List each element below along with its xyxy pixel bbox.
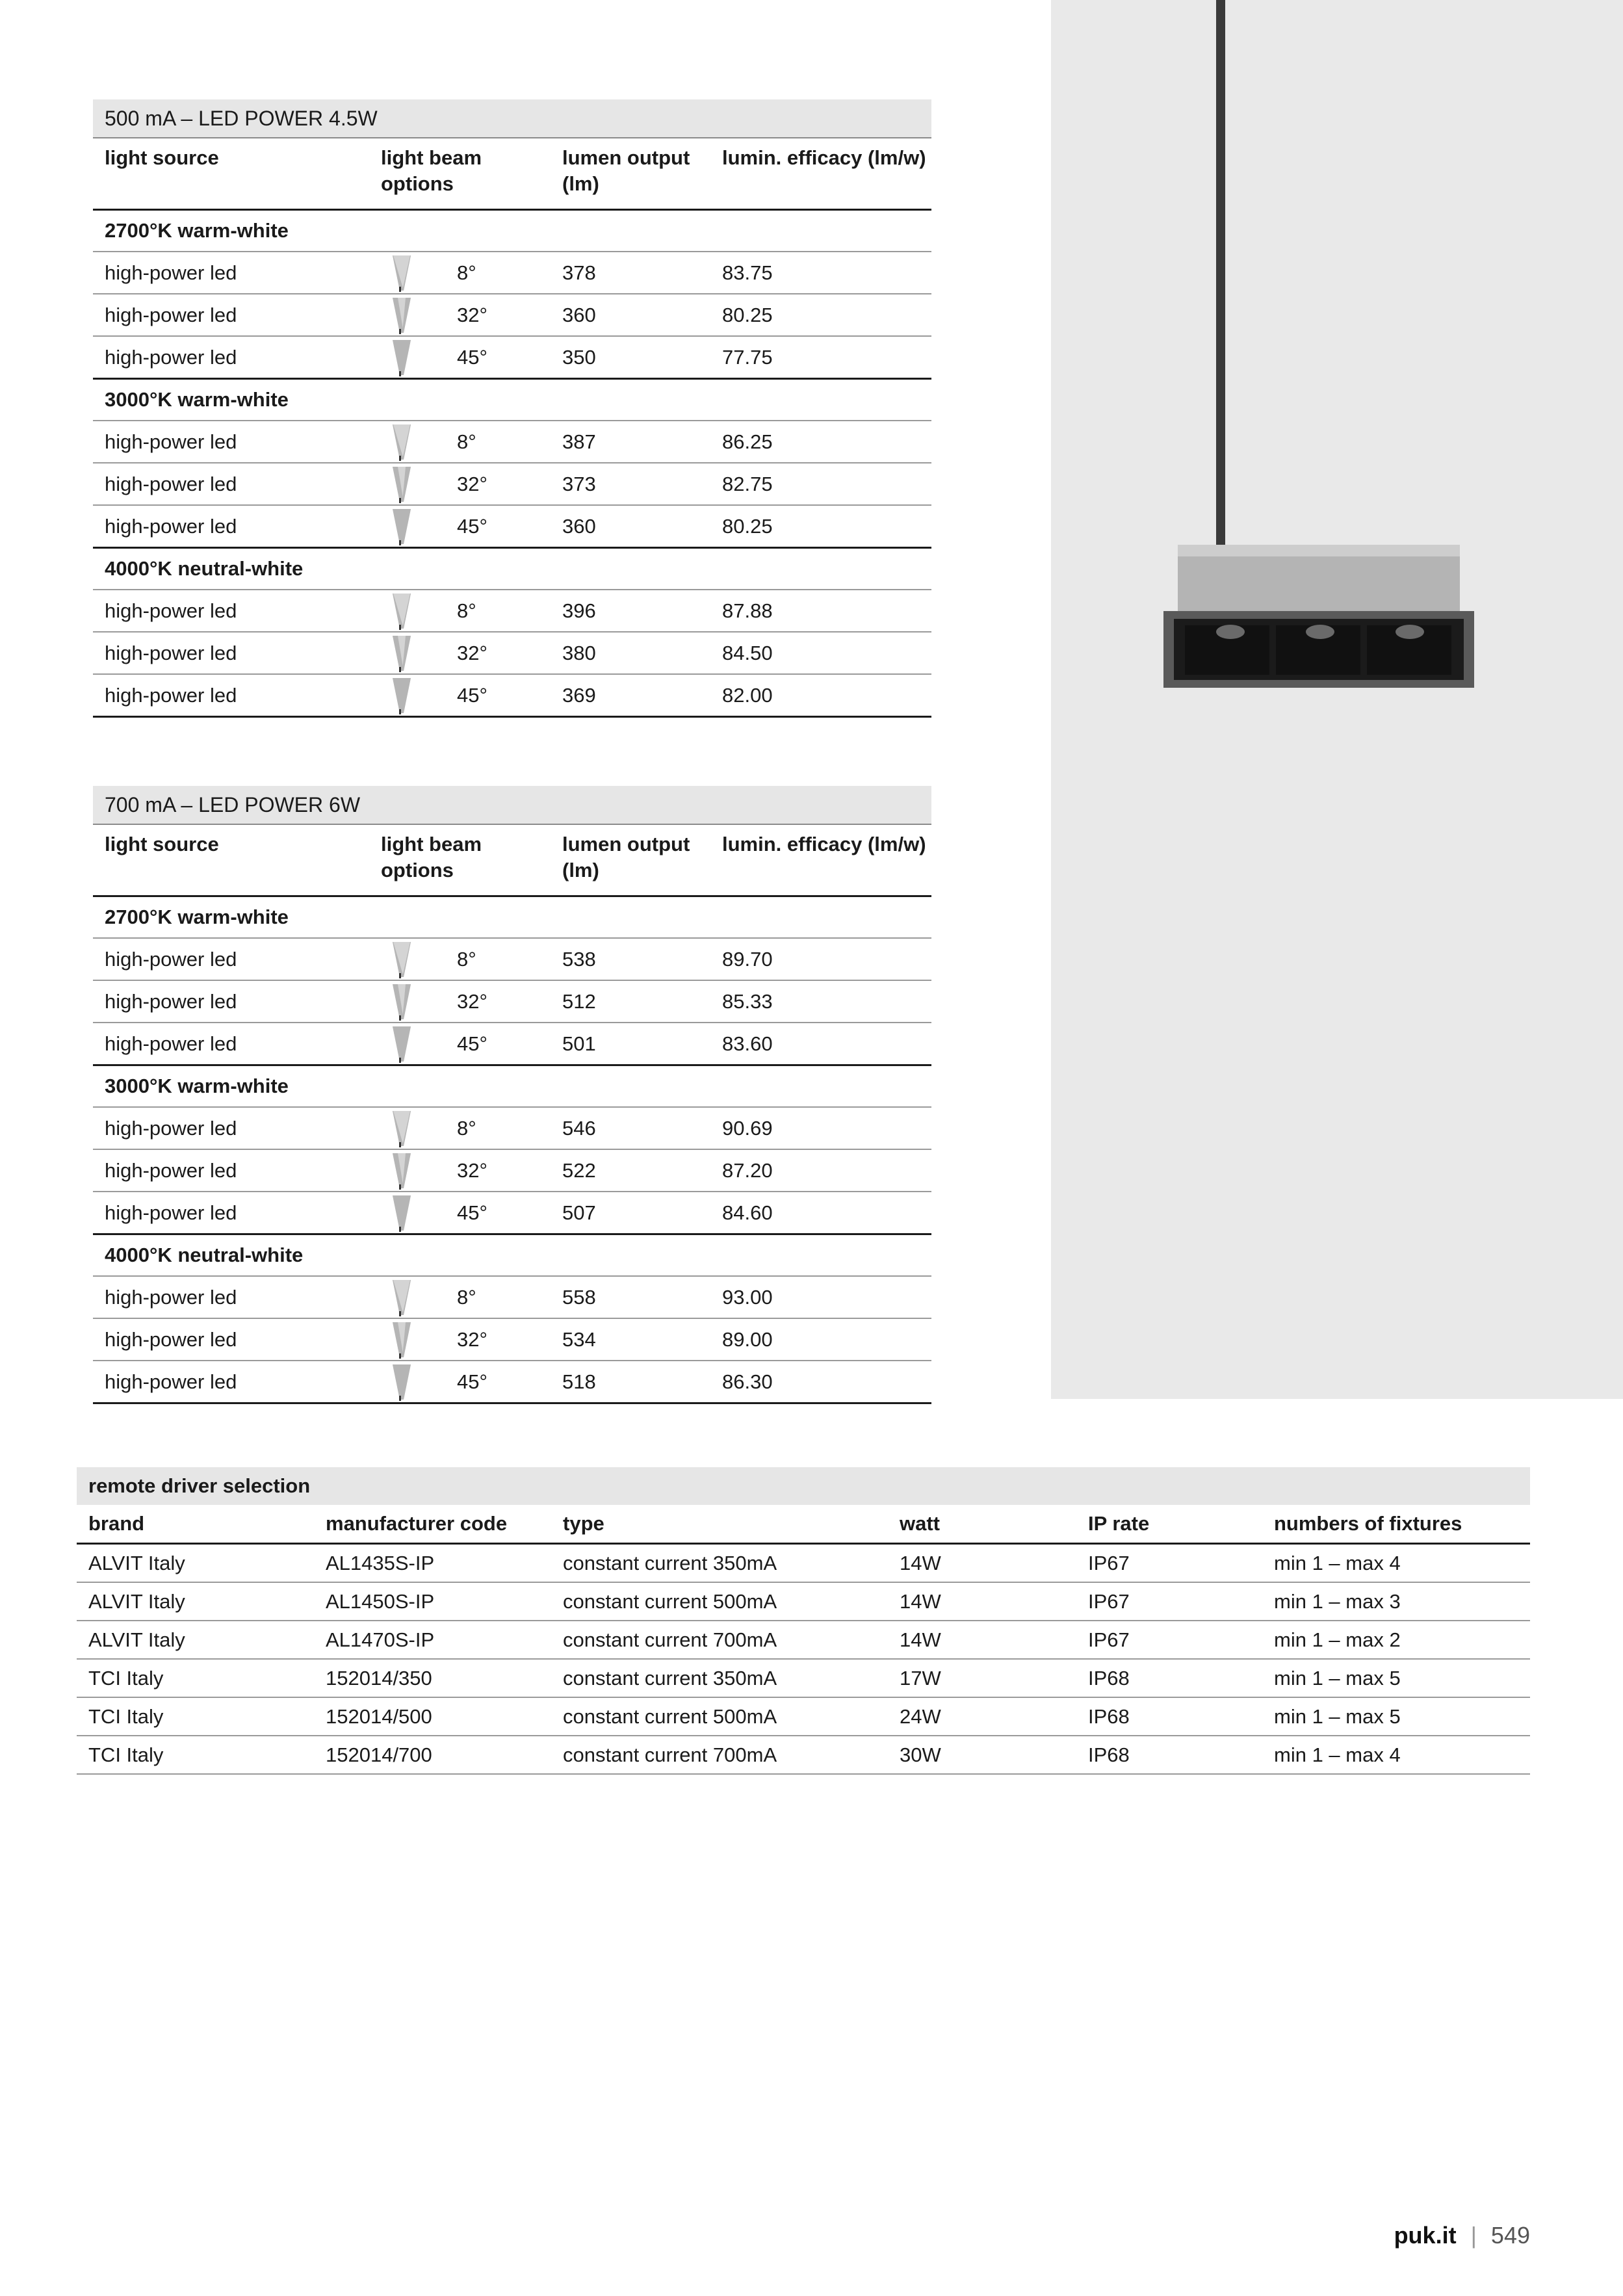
light-source-cell: high-power led — [93, 294, 369, 336]
driver-cell: IP68 — [1076, 1697, 1262, 1736]
beam-angle-icon — [382, 941, 421, 978]
beam-option-cell — [369, 1318, 551, 1361]
driver-cell: 24W — [888, 1697, 1076, 1736]
remote-driver-table — [77, 1467, 1530, 1775]
light-source-cell: high-power led — [93, 421, 369, 463]
light-source-cell: high-power led — [93, 1318, 369, 1361]
table-row — [93, 421, 931, 463]
beam-option-cell — [369, 1023, 551, 1065]
beam-angle-value: 32° — [457, 641, 487, 664]
lumen-output-cell: 369 — [551, 674, 710, 717]
driver-cell: constant current 500mA — [551, 1582, 888, 1621]
table-row — [77, 1621, 1530, 1659]
driver-cell: TCI Italy — [77, 1697, 314, 1736]
driver-cell: AL1470S-IP — [314, 1621, 551, 1659]
beam-angle-icon — [382, 1321, 421, 1359]
lumen-output-cell: 501 — [551, 1023, 710, 1065]
efficacy-cell: 90.69 — [710, 1107, 931, 1149]
driver-cell: min 1 – max 3 — [1262, 1582, 1530, 1621]
driver-cell: IP67 — [1076, 1621, 1262, 1659]
beam-angle-icon — [382, 1025, 421, 1063]
column-header: manufacturer code — [314, 1505, 551, 1544]
light-source-cell: high-power led — [93, 463, 369, 505]
table-row — [93, 336, 931, 379]
beam-option-cell — [369, 421, 551, 463]
beam-angle-value: 45° — [457, 514, 487, 538]
driver-cell: 17W — [888, 1659, 1076, 1697]
light-source-cell: high-power led — [93, 1149, 369, 1192]
column-header: lumin. efficacy (lm/w) — [710, 138, 931, 210]
efficacy-cell: 83.60 — [710, 1023, 931, 1065]
beam-angle-icon — [382, 1110, 421, 1147]
efficacy-cell: 85.33 — [710, 980, 931, 1023]
beam-angle-value: 8° — [457, 599, 476, 622]
table-row — [93, 1023, 931, 1065]
site-link[interactable]: puk.it — [1394, 2222, 1457, 2249]
beam-option-cell — [369, 463, 551, 505]
lumen-output-cell: 518 — [551, 1361, 710, 1403]
efficacy-cell: 89.00 — [710, 1318, 931, 1361]
driver-cell: constant current 350mA — [551, 1659, 888, 1697]
color-temperature-group: 3000°K warm-white — [93, 1065, 931, 1108]
beam-angle-icon — [382, 465, 421, 503]
light-source-cell: high-power led — [93, 1361, 369, 1403]
beam-angle-icon — [382, 983, 421, 1021]
light-source-cell: high-power led — [93, 1276, 369, 1318]
led-lens — [1306, 625, 1334, 639]
efficacy-cell: 77.75 — [710, 336, 931, 379]
beam-option-cell — [369, 336, 551, 379]
efficacy-cell: 86.25 — [710, 421, 931, 463]
driver-cell: IP68 — [1076, 1659, 1262, 1697]
table-row — [77, 1582, 1530, 1621]
led-lens — [1216, 625, 1245, 639]
beam-option-cell — [369, 1361, 551, 1403]
efficacy-cell: 89.70 — [710, 938, 931, 980]
beam-option-cell — [369, 938, 551, 980]
spec-table-500ma — [93, 99, 931, 718]
efficacy-cell: 93.00 — [710, 1276, 931, 1318]
efficacy-cell: 84.50 — [710, 632, 931, 674]
driver-cell: min 1 – max 5 — [1262, 1659, 1530, 1697]
recessed-spotlight-image — [1051, 0, 1623, 1399]
driver-cell: ALVIT Italy — [77, 1544, 314, 1583]
driver-cell: IP68 — [1076, 1736, 1262, 1774]
beam-angle-value: 45° — [457, 683, 487, 707]
efficacy-cell: 87.88 — [710, 590, 931, 632]
driver-cell: ALVIT Italy — [77, 1582, 314, 1621]
efficacy-cell: 82.75 — [710, 463, 931, 505]
beam-option-cell — [369, 294, 551, 336]
table-row — [93, 1318, 931, 1361]
beam-angle-value: 45° — [457, 1370, 487, 1393]
driver-cell: min 1 – max 4 — [1262, 1736, 1530, 1774]
beam-angle-value: 32° — [457, 989, 487, 1013]
lumen-output-cell: 380 — [551, 632, 710, 674]
beam-option-cell — [369, 1192, 551, 1234]
beam-option-cell — [369, 252, 551, 294]
beam-angle-icon — [382, 677, 421, 714]
driver-cell: 14W — [888, 1544, 1076, 1583]
led-lens — [1396, 625, 1424, 639]
driver-cell: 152014/700 — [314, 1736, 551, 1774]
color-temperature-group: 4000°K neutral-white — [93, 548, 931, 590]
driver-cell: IP67 — [1076, 1544, 1262, 1583]
light-source-cell: high-power led — [93, 674, 369, 717]
lumen-output-cell: 558 — [551, 1276, 710, 1318]
light-source-cell: high-power led — [93, 505, 369, 548]
light-source-cell: high-power led — [93, 1192, 369, 1234]
driver-cell: min 1 – max 2 — [1262, 1621, 1530, 1659]
lumen-output-cell: 534 — [551, 1318, 710, 1361]
beam-option-cell — [369, 674, 551, 717]
column-header: light beam options — [369, 824, 551, 896]
beam-angle-icon — [382, 1194, 421, 1232]
lumen-output-cell: 378 — [551, 252, 710, 294]
light-source-cell: high-power led — [93, 1023, 369, 1065]
column-header: light beam options — [369, 138, 551, 210]
table-row — [93, 1276, 931, 1318]
driver-cell: min 1 – max 4 — [1262, 1544, 1530, 1583]
driver-cell: 30W — [888, 1736, 1076, 1774]
table-row — [93, 252, 931, 294]
efficacy-cell: 86.30 — [710, 1361, 931, 1403]
lumen-output-cell: 507 — [551, 1192, 710, 1234]
lumen-output-cell: 546 — [551, 1107, 710, 1149]
beam-angle-value: 32° — [457, 472, 487, 495]
driver-cell: constant current 500mA — [551, 1697, 888, 1736]
beam-angle-value: 32° — [457, 1158, 487, 1182]
efficacy-cell: 80.25 — [710, 294, 931, 336]
suspension-rod — [1216, 0, 1225, 551]
beam-angle-icon — [382, 592, 421, 630]
table-row — [93, 1192, 931, 1234]
efficacy-cell: 84.60 — [710, 1192, 931, 1234]
column-header: watt — [888, 1505, 1076, 1544]
beam-angle-icon — [382, 508, 421, 545]
footer-separator: | — [1470, 2222, 1477, 2249]
light-source-cell: high-power led — [93, 252, 369, 294]
light-source-cell: high-power led — [93, 336, 369, 379]
light-source-cell: high-power led — [93, 632, 369, 674]
beam-option-cell — [369, 1107, 551, 1149]
lumen-output-cell: 522 — [551, 1149, 710, 1192]
lumen-output-cell: 350 — [551, 336, 710, 379]
table-row — [93, 463, 931, 505]
driver-cell: ALVIT Italy — [77, 1621, 314, 1659]
beam-option-cell — [369, 632, 551, 674]
beam-angle-icon — [382, 296, 421, 334]
beam-angle-icon — [382, 1363, 421, 1401]
table-title: 500 mA – LED POWER 4.5W — [93, 99, 931, 138]
light-source-cell: high-power led — [93, 1107, 369, 1149]
beam-angle-value: 8° — [457, 430, 476, 453]
column-header: light source — [93, 824, 369, 896]
beam-option-cell — [369, 1149, 551, 1192]
driver-cell: IP67 — [1076, 1582, 1262, 1621]
beam-option-cell — [369, 505, 551, 548]
driver-cell: 152014/350 — [314, 1659, 551, 1697]
column-header: numbers of fixtures — [1262, 1505, 1530, 1544]
beam-angle-value: 32° — [457, 1327, 487, 1351]
lumen-output-cell: 538 — [551, 938, 710, 980]
driver-cell: constant current 350mA — [551, 1544, 888, 1583]
driver-cell: 14W — [888, 1582, 1076, 1621]
column-header: brand — [77, 1505, 314, 1544]
efficacy-cell: 87.20 — [710, 1149, 931, 1192]
beam-angle-value: 8° — [457, 947, 476, 971]
table-row — [77, 1736, 1530, 1774]
table-row — [77, 1659, 1530, 1697]
lumen-output-cell: 373 — [551, 463, 710, 505]
table-title: 700 mA – LED POWER 6W — [93, 786, 931, 824]
beam-angle-icon — [382, 423, 421, 461]
beam-angle-value: 45° — [457, 1201, 487, 1224]
driver-cell: constant current 700mA — [551, 1621, 888, 1659]
driver-table-title: remote driver selection — [77, 1467, 1530, 1505]
color-temperature-group: 2700°K warm-white — [93, 896, 931, 939]
color-temperature-group: 2700°K warm-white — [93, 210, 931, 252]
lumen-output-cell: 387 — [551, 421, 710, 463]
table-row — [93, 674, 931, 717]
light-source-cell: high-power led — [93, 980, 369, 1023]
spec-table-700ma — [93, 786, 931, 1404]
color-temperature-group: 4000°K neutral-white — [93, 1234, 931, 1277]
table-row — [77, 1544, 1530, 1583]
efficacy-cell: 80.25 — [710, 505, 931, 548]
product-image-panel — [1051, 0, 1623, 1399]
column-header: IP rate — [1076, 1505, 1262, 1544]
driver-cell: TCI Italy — [77, 1736, 314, 1774]
table-row — [93, 590, 931, 632]
column-header: light source — [93, 138, 369, 210]
table-row — [93, 505, 931, 548]
beam-angle-value: 45° — [457, 345, 487, 369]
driver-cell: TCI Italy — [77, 1659, 314, 1697]
page-number: 549 — [1490, 2222, 1530, 2249]
driver-cell: AL1450S-IP — [314, 1582, 551, 1621]
beam-angle-value: 45° — [457, 1032, 487, 1055]
beam-angle-value: 8° — [457, 261, 476, 284]
column-header: lumen output (lm) — [551, 824, 710, 896]
table-row — [93, 1107, 931, 1149]
light-source-cell: high-power led — [93, 590, 369, 632]
efficacy-cell: 83.75 — [710, 252, 931, 294]
page-footer — [1394, 2222, 1530, 2249]
efficacy-cell: 82.00 — [710, 674, 931, 717]
table-row — [93, 938, 931, 980]
beam-angle-value: 8° — [457, 1116, 476, 1140]
driver-cell: min 1 – max 5 — [1262, 1697, 1530, 1736]
table-row — [93, 294, 931, 336]
lumen-output-cell: 360 — [551, 294, 710, 336]
beam-angle-icon — [382, 1152, 421, 1190]
beam-angle-icon — [382, 339, 421, 376]
beam-angle-icon — [382, 1279, 421, 1316]
lumen-output-cell: 360 — [551, 505, 710, 548]
beam-angle-icon — [382, 254, 421, 292]
table-row — [77, 1697, 1530, 1736]
beam-angle-value: 8° — [457, 1285, 476, 1309]
beam-option-cell — [369, 980, 551, 1023]
beam-option-cell — [369, 1276, 551, 1318]
table-row — [93, 1149, 931, 1192]
column-header: lumen output (lm) — [551, 138, 710, 210]
driver-cell: constant current 700mA — [551, 1736, 888, 1774]
table-row — [93, 980, 931, 1023]
column-header: lumin. efficacy (lm/w) — [710, 824, 931, 896]
driver-cell: 152014/500 — [314, 1697, 551, 1736]
driver-cell: 14W — [888, 1621, 1076, 1659]
lumen-output-cell: 512 — [551, 980, 710, 1023]
table-row — [93, 1361, 931, 1403]
beam-option-cell — [369, 590, 551, 632]
column-header: type — [551, 1505, 888, 1544]
table-row — [93, 632, 931, 674]
light-source-cell: high-power led — [93, 938, 369, 980]
driver-cell: AL1435S-IP — [314, 1544, 551, 1583]
beam-angle-icon — [382, 634, 421, 672]
beam-angle-value: 32° — [457, 303, 487, 326]
color-temperature-group: 3000°K warm-white — [93, 379, 931, 421]
lumen-output-cell: 396 — [551, 590, 710, 632]
